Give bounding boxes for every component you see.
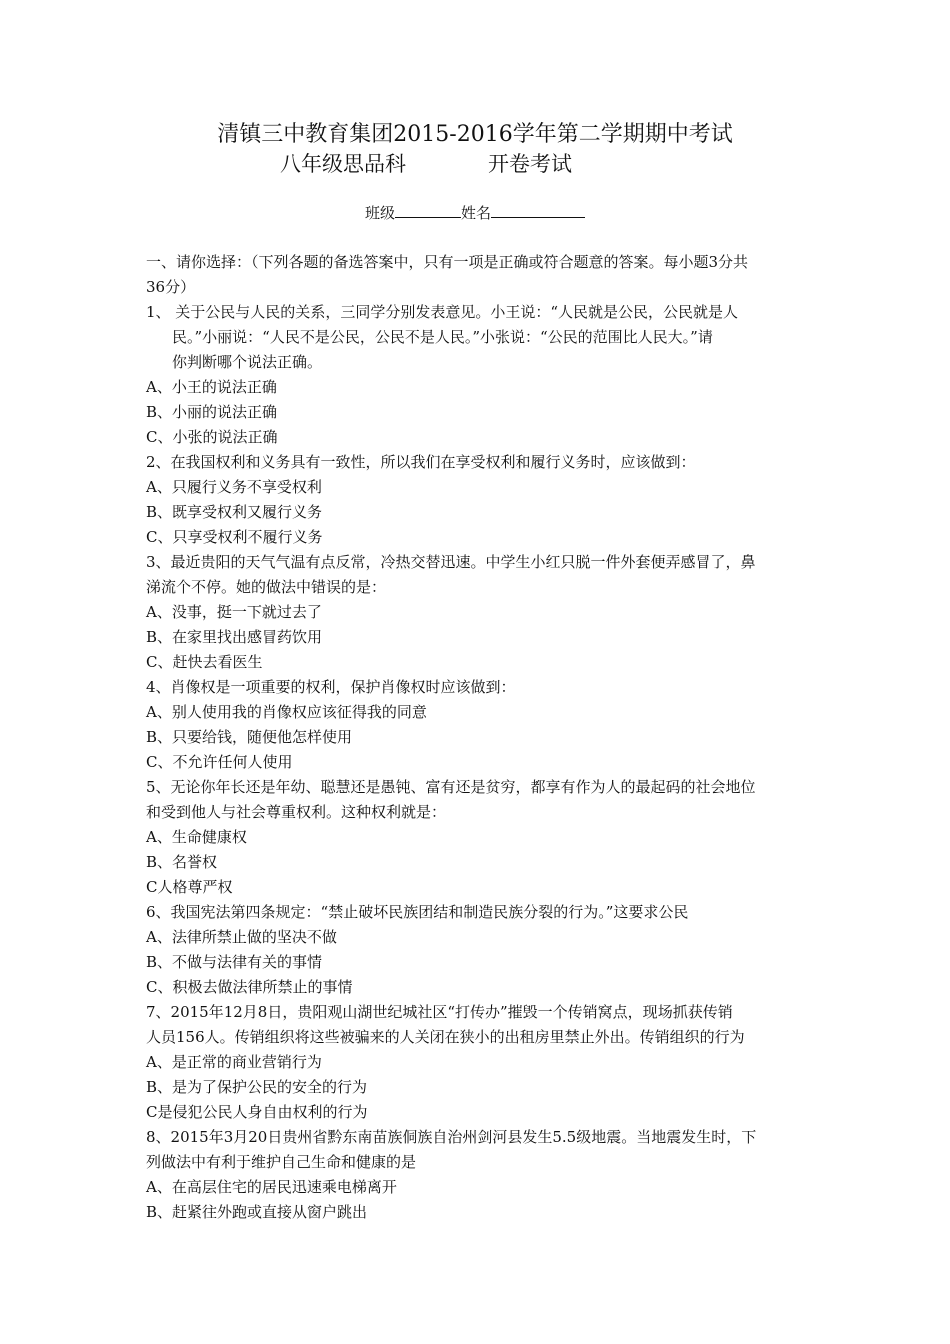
question-3 [146,550,810,675]
option-b: B、是为了保护公民的安全的行为 [146,1078,368,1096]
question-stem: 人员156人。传销组织将这些被骗来的人关闭在狭小的出租房里禁止外出。传销组织的行为 [146,1028,745,1046]
question-7 [146,1000,810,1125]
question-stem: 6、我国宪法第四条规定：“禁止破坏民族团结和制造民族分裂的行为。”这要求公民 [146,903,689,921]
question-stem: 你判断哪个说法正确。 [172,353,323,371]
subject-label: 八年级思品科 [280,152,406,176]
question-8 [146,1125,810,1225]
question-stem: 7、2015年12月8日，贵阳观山湖世纪城社区“打传办”摧毁一个传销窝点，现场抓获传销 [146,1003,733,1021]
exam-content [146,250,810,1225]
option-c: C是侵犯公民人身自由权利的行为 [146,1103,368,1121]
question-6 [146,900,810,1000]
question-4 [146,675,810,775]
exam-type-label: 开卷考试 [488,152,572,176]
option-c: C、只享受权利不履行义务 [146,528,323,546]
option-c: C、赶快去看医生 [146,653,263,671]
question-stem: 和受到他人与社会尊重权利。这种权利就是： [146,803,447,821]
name-label: 姓名 [461,204,492,222]
name-blank [491,201,585,218]
option-a: A、只履行义务不享受权利 [146,478,322,496]
option-b: B、只要给钱，随便他怎样使用 [146,728,353,746]
question-stem: 涕流个不停。她的做法中错误的是： [146,578,387,596]
option-b: B、既享受权利又履行义务 [146,503,323,521]
question-2 [146,450,810,550]
section-heading-cont: 36分） [146,278,196,296]
option-c: C、积极去做法律所禁止的事情 [146,978,353,996]
question-stem: 5、无论你年长还是年幼、聪慧还是愚钝、富有还是贫穷，都享有作为人的最起码的社会地位 [146,778,756,796]
question-stem: 8、2015年3月20日贵州省黔东南苗族侗族自治州剑河县发生5.5级地震。当地震发生时，下 [146,1128,757,1146]
option-b: B、赶紧往外跑或直接从窗户跳出 [146,1203,368,1221]
option-a: A、小王的说法正确 [146,378,277,396]
exam-subtitle [280,150,572,178]
question-stem: 3、最近贵阳的天气气温有点反常，冷热交替迅速。中学生小红只脱一件外套便弄感冒了，鼻 [146,553,756,571]
option-b: B、在家里找出感冒药饮用 [146,628,323,646]
question-stem: 列做法中有利于维护自己生命和健康的是 [146,1153,417,1171]
option-c: C人格尊严权 [146,878,233,896]
option-b: B、不做与法律有关的事情 [146,953,323,971]
question-stem: 1、 关于公民与人民的关系，三同学分别发表意见。小王说：“人民就是公民，公民就是人 [146,303,738,321]
question-stem: 2、在我国权利和义务具有一致性，所以我们在享受权利和履行义务时，应该做到： [146,453,696,471]
question-1 [146,300,810,450]
option-c: C、不允许任何人使用 [146,753,293,771]
class-name-line [0,201,950,224]
option-a: A、生命健康权 [146,828,247,846]
option-a: A、在高层住宅的居民迅速乘电梯离开 [146,1178,397,1196]
class-blank [395,201,461,218]
exam-title: 清镇三中教育集团2015-2016学年第二学期期中考试 [217,122,733,147]
option-c: C、小张的说法正确 [146,428,278,446]
question-stem: 民。”小丽说：“人民不是公民，公民不是人民。”小张说：“公民的范围比人民大。”请 [172,328,713,346]
option-a: A、法律所禁止做的坚决不做 [146,928,337,946]
option-a: A、没事，挺一下就过去了 [146,603,322,621]
class-label: 班级 [364,204,395,222]
option-b: B、小丽的说法正确 [146,403,278,421]
option-a: A、是正常的商业营销行为 [146,1053,322,1071]
section-heading: 一、请你选择：（下列各题的备选答案中，只有一项是正确或符合题意的答案。每小题3分共 [146,253,749,271]
option-b: B、名誉权 [146,853,218,871]
question-stem: 4、肖像权是一项重要的权利，保护肖像权时应该做到： [146,678,516,696]
question-5 [146,775,810,900]
option-a: A、别人使用我的肖像权应该征得我的同意 [146,703,427,721]
